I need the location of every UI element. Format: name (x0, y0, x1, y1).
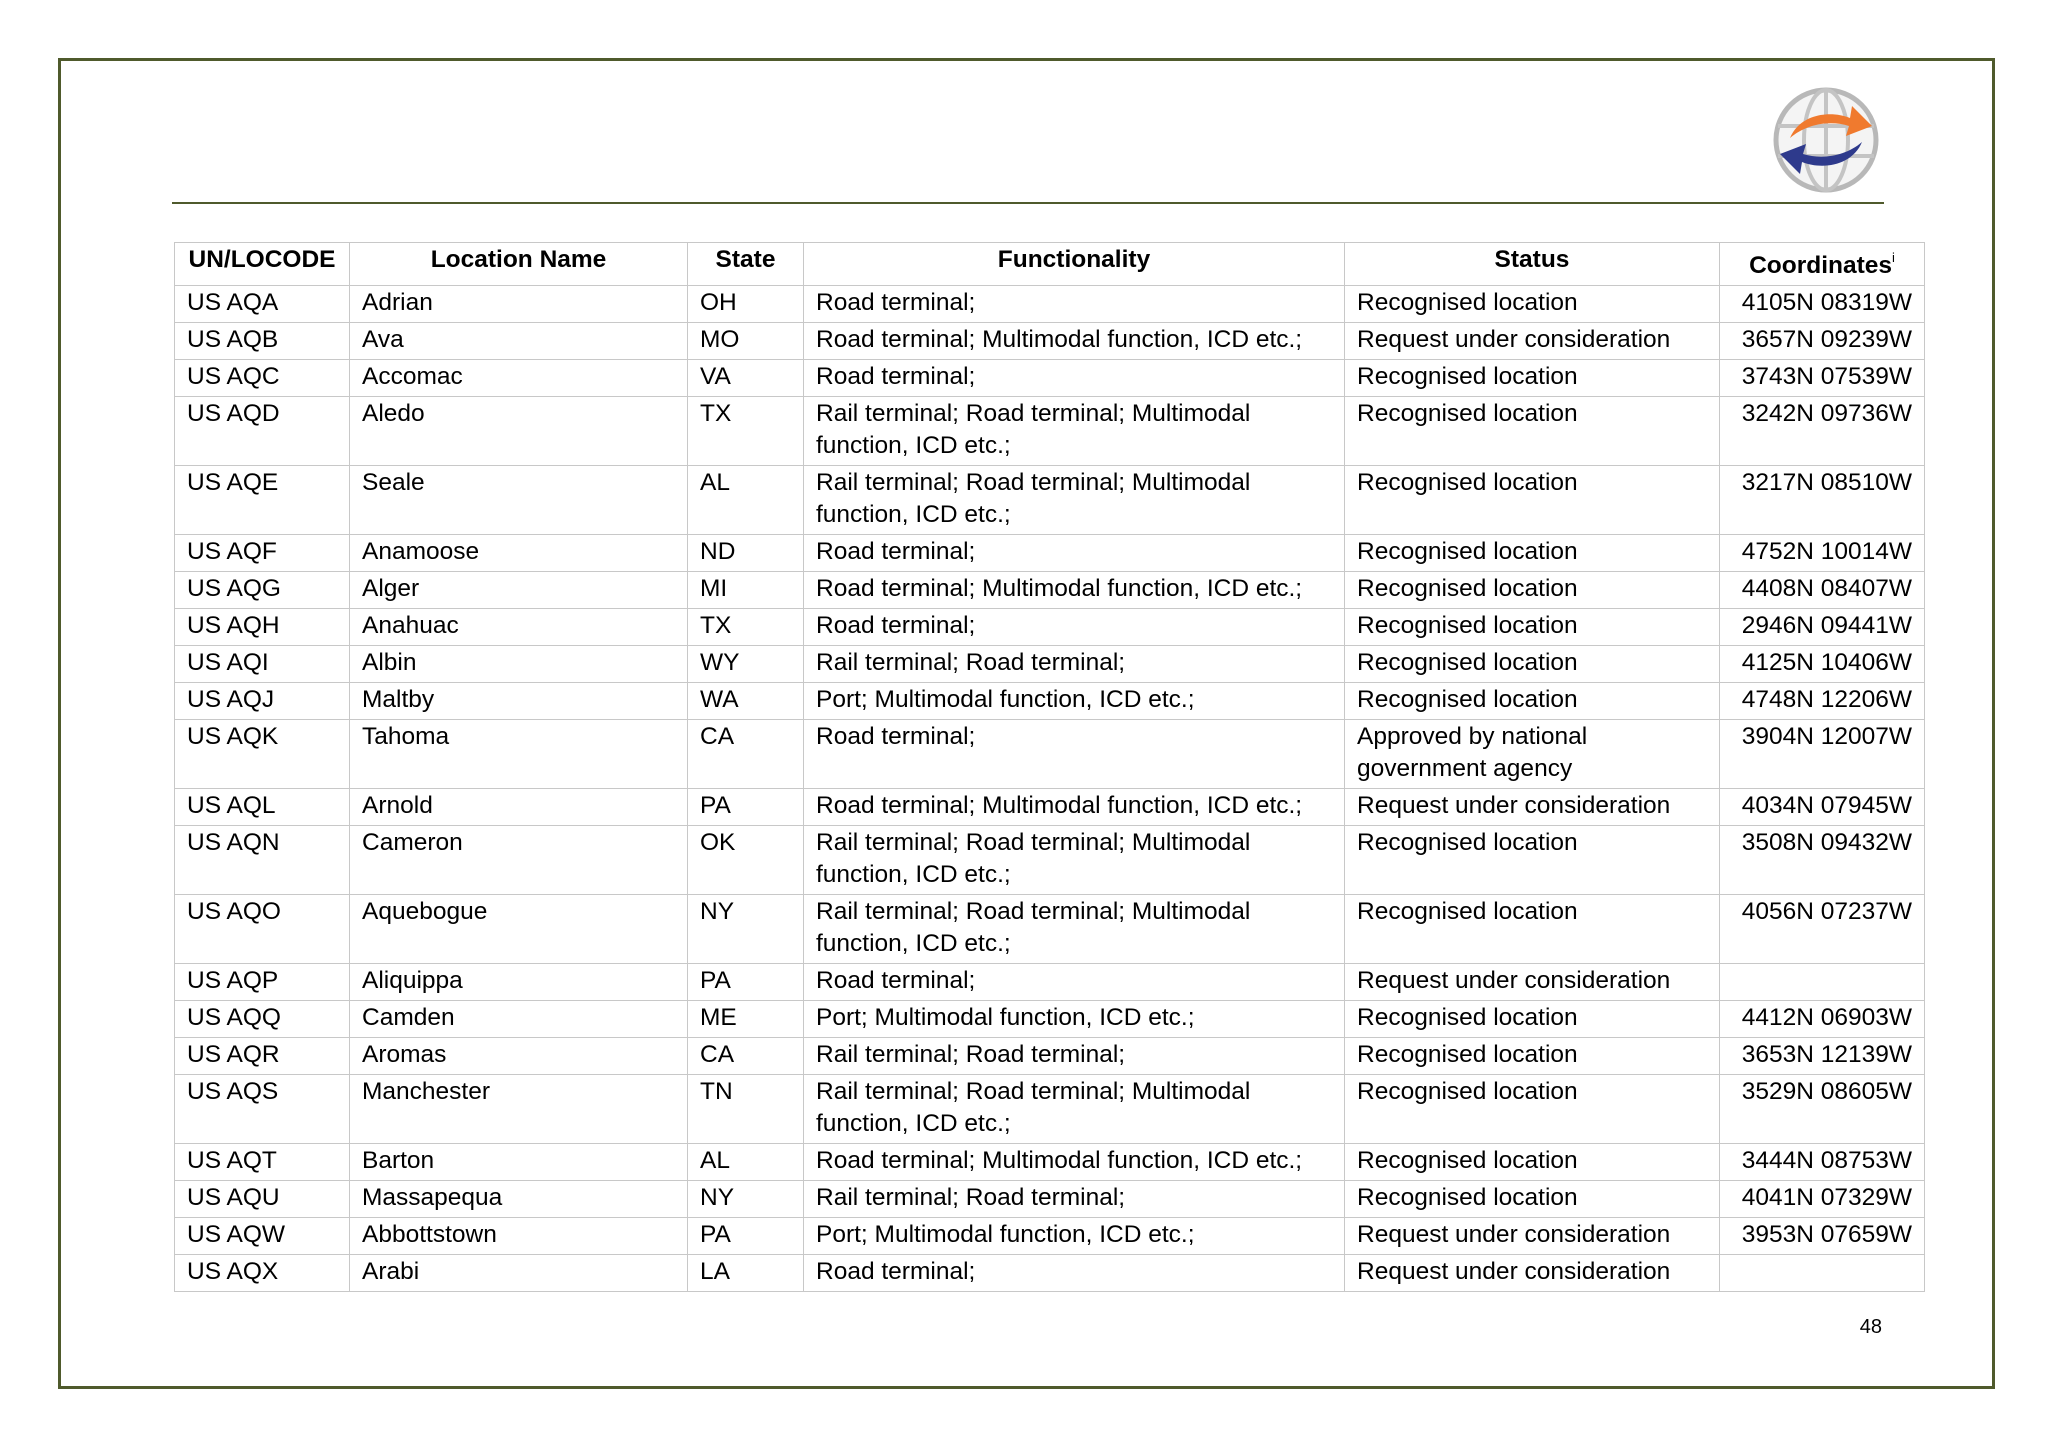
header-rule (172, 202, 1884, 204)
header-state: State (688, 243, 804, 286)
cell-coordinates: 3953N 07659W (1720, 1218, 1925, 1255)
header-unlocode: UN/LOCODE (175, 243, 350, 286)
table-row (175, 572, 1925, 609)
cell-location-name: Arnold (350, 789, 688, 826)
cell-status: Approved by national government agency (1345, 720, 1720, 789)
cell-location-name: Massapequa (350, 1181, 688, 1218)
table-row (175, 1144, 1925, 1181)
cell-coordinates: 3508N 09432W (1720, 826, 1925, 895)
table-row (175, 360, 1925, 397)
cell-status: Recognised location (1345, 360, 1720, 397)
table-row (175, 1255, 1925, 1292)
cell-location-name: Albin (350, 646, 688, 683)
header-coordinates (1720, 243, 1925, 286)
cell-coordinates: 3653N 12139W (1720, 1038, 1925, 1075)
cell-status: Recognised location (1345, 1144, 1720, 1181)
table-body (175, 286, 1925, 1292)
cell-location-name: Manchester (350, 1075, 688, 1144)
cell-status: Request under consideration (1345, 1255, 1720, 1292)
table-row (175, 683, 1925, 720)
cell-location-name: Alger (350, 572, 688, 609)
cell-unlocode: US AQR (175, 1038, 350, 1075)
cell-functionality: Rail terminal; Road terminal; (804, 1181, 1345, 1218)
cell-state: ND (688, 535, 804, 572)
cell-coordinates: 2946N 09441W (1720, 609, 1925, 646)
table-row (175, 397, 1925, 466)
cell-location-name: Camden (350, 1001, 688, 1038)
cell-coordinates: 3904N 12007W (1720, 720, 1925, 789)
table-row (175, 1181, 1925, 1218)
cell-functionality: Rail terminal; Road terminal; Multimodal function, ICD etc.; (804, 826, 1345, 895)
cell-coordinates: 3217N 08510W (1720, 466, 1925, 535)
cell-status: Recognised location (1345, 286, 1720, 323)
cell-coordinates: 4034N 07945W (1720, 789, 1925, 826)
locode-table (174, 242, 1925, 1292)
cell-coordinates: 3743N 07539W (1720, 360, 1925, 397)
cell-location-name: Aquebogue (350, 895, 688, 964)
cell-state: OH (688, 286, 804, 323)
cell-location-name: Tahoma (350, 720, 688, 789)
cell-unlocode: US AQG (175, 572, 350, 609)
cell-state: WA (688, 683, 804, 720)
cell-location-name: Aromas (350, 1038, 688, 1075)
cell-state: ME (688, 1001, 804, 1038)
cell-state: NY (688, 895, 804, 964)
cell-status: Request under consideration (1345, 1218, 1720, 1255)
cell-functionality: Port; Multimodal function, ICD etc.; (804, 1001, 1345, 1038)
cell-unlocode: US AQB (175, 323, 350, 360)
cell-status: Request under consideration (1345, 964, 1720, 1001)
table-row (175, 1075, 1925, 1144)
cell-unlocode: US AQH (175, 609, 350, 646)
cell-status: Recognised location (1345, 646, 1720, 683)
cell-unlocode: US AQJ (175, 683, 350, 720)
table-row (175, 323, 1925, 360)
cell-functionality: Road terminal; (804, 535, 1345, 572)
cell-unlocode: US AQL (175, 789, 350, 826)
cell-status: Recognised location (1345, 397, 1720, 466)
cell-state: TN (688, 1075, 804, 1144)
cell-location-name: Abbottstown (350, 1218, 688, 1255)
cell-status: Recognised location (1345, 609, 1720, 646)
cell-coordinates: 4752N 10014W (1720, 535, 1925, 572)
cell-unlocode: US AQP (175, 964, 350, 1001)
cell-unlocode: US AQD (175, 397, 350, 466)
cell-functionality: Road terminal; (804, 609, 1345, 646)
table-row (175, 646, 1925, 683)
cell-location-name: Ava (350, 323, 688, 360)
cell-coordinates: 4748N 12206W (1720, 683, 1925, 720)
cell-unlocode: US AQQ (175, 1001, 350, 1038)
cell-functionality: Road terminal; Multimodal function, ICD etc.; (804, 572, 1345, 609)
cell-functionality: Rail terminal; Road terminal; Multimodal function, ICD etc.; (804, 466, 1345, 535)
cell-functionality: Rail terminal; Road terminal; (804, 1038, 1345, 1075)
cell-coordinates: 4041N 07329W (1720, 1181, 1925, 1218)
cell-functionality: Port; Multimodal function, ICD etc.; (804, 1218, 1345, 1255)
cell-coordinates: 3242N 09736W (1720, 397, 1925, 466)
cell-status: Recognised location (1345, 895, 1720, 964)
cell-unlocode: US AQN (175, 826, 350, 895)
cell-state: OK (688, 826, 804, 895)
cell-unlocode: US AQU (175, 1181, 350, 1218)
cell-functionality: Rail terminal; Road terminal; Multimodal function, ICD etc.; (804, 397, 1345, 466)
cell-unlocode: US AQS (175, 1075, 350, 1144)
cell-status: Recognised location (1345, 826, 1720, 895)
table-row (175, 1001, 1925, 1038)
cell-location-name: Aledo (350, 397, 688, 466)
cell-state: MO (688, 323, 804, 360)
cell-location-name: Barton (350, 1144, 688, 1181)
cell-coordinates: 4056N 07237W (1720, 895, 1925, 964)
cell-status: Request under consideration (1345, 789, 1720, 826)
cell-state: NY (688, 1181, 804, 1218)
cell-unlocode: US AQI (175, 646, 350, 683)
cell-location-name: Maltby (350, 683, 688, 720)
cell-functionality: Road terminal; Multimodal function, ICD etc.; (804, 323, 1345, 360)
cell-state: PA (688, 789, 804, 826)
cell-unlocode: US AQF (175, 535, 350, 572)
cell-location-name: Accomac (350, 360, 688, 397)
cell-status: Recognised location (1345, 572, 1720, 609)
table-row (175, 535, 1925, 572)
cell-state: VA (688, 360, 804, 397)
cell-state: CA (688, 720, 804, 789)
table-row (175, 789, 1925, 826)
cell-state: TX (688, 397, 804, 466)
table-row (175, 1218, 1925, 1255)
cell-coordinates: 4408N 08407W (1720, 572, 1925, 609)
cell-state: CA (688, 1038, 804, 1075)
cell-functionality: Road terminal; (804, 720, 1345, 789)
cell-functionality: Road terminal; (804, 1255, 1345, 1292)
cell-unlocode: US AQO (175, 895, 350, 964)
header-location-name: Location Name (350, 243, 688, 286)
cell-status: Recognised location (1345, 1001, 1720, 1038)
cell-unlocode: US AQT (175, 1144, 350, 1181)
header-status: Status (1345, 243, 1720, 286)
cell-coordinates: 4105N 08319W (1720, 286, 1925, 323)
table-row (175, 609, 1925, 646)
table-row (175, 895, 1925, 964)
table-row (175, 286, 1925, 323)
cell-coordinates (1720, 1255, 1925, 1292)
header-functionality: Functionality (804, 243, 1345, 286)
table-row (175, 466, 1925, 535)
cell-functionality: Road terminal; (804, 360, 1345, 397)
cell-functionality: Port; Multimodal function, ICD etc.; (804, 683, 1345, 720)
cell-state: PA (688, 1218, 804, 1255)
cell-unlocode: US AQK (175, 720, 350, 789)
header-coordinates-label: Coordinates (1749, 252, 1893, 280)
cell-location-name: Arabi (350, 1255, 688, 1292)
cell-location-name: Anamoose (350, 535, 688, 572)
cell-functionality: Rail terminal; Road terminal; (804, 646, 1345, 683)
cell-status: Recognised location (1345, 683, 1720, 720)
cell-status: Recognised location (1345, 1038, 1720, 1075)
endnote-marker: i (1892, 250, 1895, 265)
page-number: 48 (1859, 1316, 1882, 1338)
cell-location-name: Aliquippa (350, 964, 688, 1001)
cell-status: Recognised location (1345, 466, 1720, 535)
table-row (175, 720, 1925, 789)
cell-status: Recognised location (1345, 1075, 1720, 1144)
cell-unlocode: US AQX (175, 1255, 350, 1292)
cell-state: WY (688, 646, 804, 683)
cell-functionality: Rail terminal; Road terminal; Multimodal function, ICD etc.; (804, 895, 1345, 964)
cell-functionality: Road terminal; Multimodal function, ICD etc.; (804, 1144, 1345, 1181)
table-row (175, 826, 1925, 895)
cell-location-name: Cameron (350, 826, 688, 895)
cell-status: Recognised location (1345, 1181, 1720, 1218)
cell-state: TX (688, 609, 804, 646)
cell-location-name: Adrian (350, 286, 688, 323)
cell-functionality: Road terminal; (804, 964, 1345, 1001)
cell-coordinates: 4412N 06903W (1720, 1001, 1925, 1038)
cell-unlocode: US AQA (175, 286, 350, 323)
cell-status: Request under consideration (1345, 323, 1720, 360)
cell-unlocode: US AQC (175, 360, 350, 397)
cell-status: Recognised location (1345, 535, 1720, 572)
cell-state: AL (688, 466, 804, 535)
cell-coordinates: 3657N 09239W (1720, 323, 1925, 360)
cell-coordinates (1720, 964, 1925, 1001)
cell-state: LA (688, 1255, 804, 1292)
cell-location-name: Seale (350, 466, 688, 535)
cell-unlocode: US AQE (175, 466, 350, 535)
cell-unlocode: US AQW (175, 1218, 350, 1255)
cell-functionality: Rail terminal; Road terminal; Multimodal function, ICD etc.; (804, 1075, 1345, 1144)
cell-functionality: Road terminal; (804, 286, 1345, 323)
table-header-row (175, 243, 1925, 286)
table-row (175, 1038, 1925, 1075)
cell-state: PA (688, 964, 804, 1001)
table-row (175, 964, 1925, 1001)
cell-coordinates: 4125N 10406W (1720, 646, 1925, 683)
cell-coordinates: 3444N 08753W (1720, 1144, 1925, 1181)
globe-arrows-logo-icon (1770, 84, 1882, 196)
cell-coordinates: 3529N 08605W (1720, 1075, 1925, 1144)
cell-location-name: Anahuac (350, 609, 688, 646)
cell-state: AL (688, 1144, 804, 1181)
cell-state: MI (688, 572, 804, 609)
cell-functionality: Road terminal; Multimodal function, ICD etc.; (804, 789, 1345, 826)
